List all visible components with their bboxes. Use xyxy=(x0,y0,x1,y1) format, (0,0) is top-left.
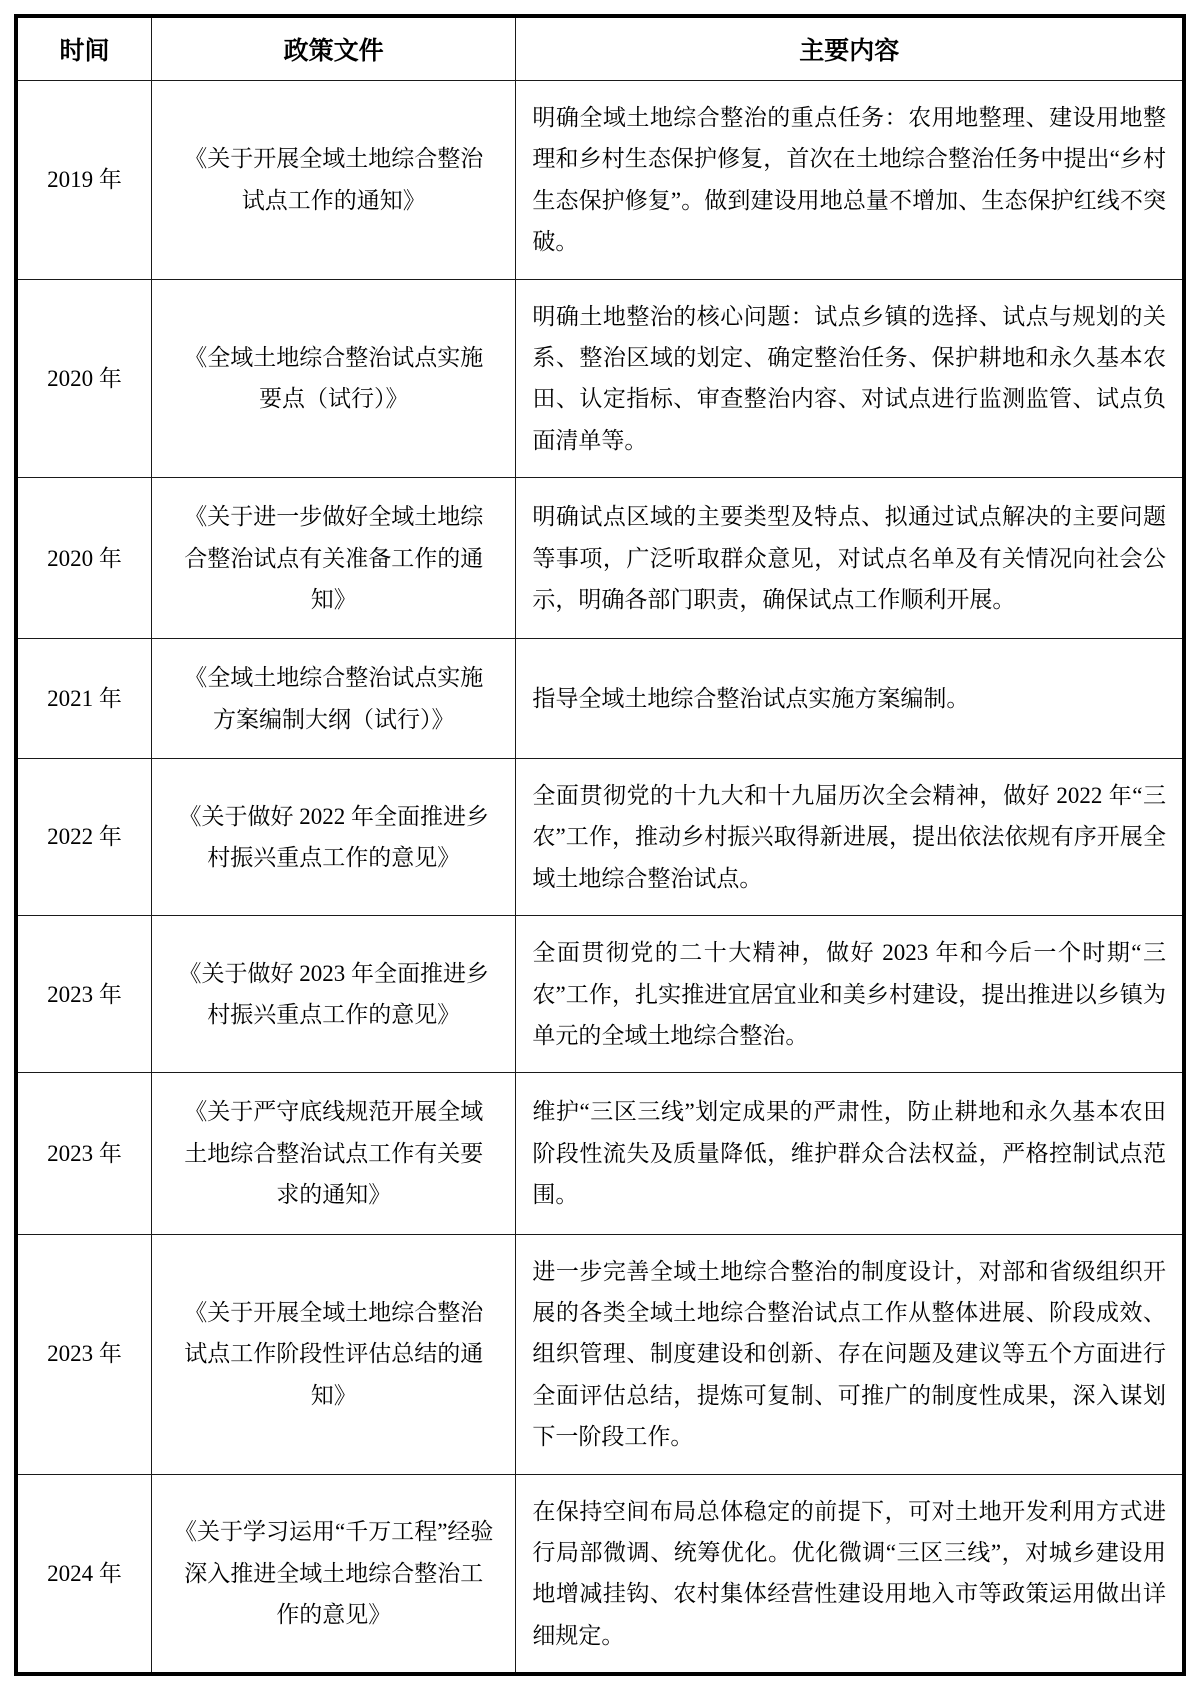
table-row xyxy=(16,1234,1184,1474)
table-row xyxy=(16,1073,1184,1234)
cell-time: 2020 年 xyxy=(16,478,151,639)
table-header-row xyxy=(16,16,1184,81)
cell-policy: 《关于严守底线规范开展全域土地综合整治试点工作有关要求的通知》 xyxy=(151,1073,515,1234)
cell-time: 2019 年 xyxy=(16,81,151,280)
cell-content: 明确试点区域的主要类型及特点、拟通过试点解决的主要问题等事项，广泛听取群众意见，对试点名单及有关情况向社会公示，明确各部门职责，确保试点工作顺利开展。 xyxy=(516,478,1184,639)
cell-content: 全面贯彻党的十九大和十九届历次全会精神，做好 2022 年“三农”工作，推动乡村振兴取得新进展，提出依法依规有序开展全域土地综合整治试点。 xyxy=(516,759,1184,916)
cell-content: 指导全域土地综合整治试点实施方案编制。 xyxy=(516,639,1184,759)
cell-time: 2020 年 xyxy=(16,279,151,478)
table-row xyxy=(16,1474,1184,1674)
header-content: 主要内容 xyxy=(516,16,1184,81)
table-row xyxy=(16,759,1184,916)
cell-content: 全面贯彻党的二十大精神，做好 2023 年和今后一个时期“三农”工作，扎实推进宜居宜业和美乡村建设，提出推进以乡镇为单元的全域土地综合整治。 xyxy=(516,916,1184,1073)
table-row xyxy=(16,279,1184,478)
cell-content: 进一步完善全域土地综合整治的制度设计，对部和省级组织开展的各类全域土地综合整治试点工作从整体进展、阶段成效、组织管理、制度建设和创新、存在问题及建议等五个方面进行全面评估总结，提炼可复制、可推广的制度性成果，深入谋划下一阶段工作。 xyxy=(516,1234,1184,1474)
cell-time: 2023 年 xyxy=(16,1073,151,1234)
cell-time: 2023 年 xyxy=(16,916,151,1073)
cell-policy: 《关于开展全域土地综合整治试点工作阶段性评估总结的通知》 xyxy=(151,1234,515,1474)
cell-policy: 《全域土地综合整治试点实施方案编制大纲（试行）》 xyxy=(151,639,515,759)
cell-policy: 《关于做好 2023 年全面推进乡村振兴重点工作的意见》 xyxy=(151,916,515,1073)
cell-content: 明确土地整治的核心问题：试点乡镇的选择、试点与规划的关系、整治区域的划定、确定整治任务、保护耕地和永久基本农田、认定指标、审查整治内容、对试点进行监测监管、试点负面清单等。 xyxy=(516,279,1184,478)
table-row xyxy=(16,916,1184,1073)
table-row xyxy=(16,81,1184,280)
cell-time: 2022 年 xyxy=(16,759,151,916)
cell-policy: 《全域土地综合整治试点实施要点（试行）》 xyxy=(151,279,515,478)
cell-content: 维护“三区三线”划定成果的严肃性，防止耕地和永久基本农田阶段性流失及质量降低，维护群众合法权益，严格控制试点范围。 xyxy=(516,1073,1184,1234)
header-time: 时间 xyxy=(16,16,151,81)
header-policy: 政策文件 xyxy=(151,16,515,81)
cell-policy: 《关于开展全域土地综合整治试点工作的通知》 xyxy=(151,81,515,280)
cell-policy: 《关于进一步做好全域土地综合整治试点有关准备工作的通知》 xyxy=(151,478,515,639)
policy-timeline-table xyxy=(14,14,1186,1676)
cell-policy: 《关于学习运用“千万工程”经验深入推进全域土地综合整治工作的意见》 xyxy=(151,1474,515,1674)
cell-time: 2024 年 xyxy=(16,1474,151,1674)
cell-content: 明确全域土地综合整治的重点任务：农用地整理、建设用地整理和乡村生态保护修复，首次在土地综合整治任务中提出“乡村生态保护修复”。做到建设用地总量不增加、生态保护红线不突破。 xyxy=(516,81,1184,280)
cell-content: 在保持空间布局总体稳定的前提下，可对土地开发利用方式进行局部微调、统筹优化。优化微调“三区三线”，对城乡建设用地增减挂钩、农村集体经营性建设用地入市等政策运用做出详细规定。 xyxy=(516,1474,1184,1674)
cell-policy: 《关于做好 2022 年全面推进乡村振兴重点工作的意见》 xyxy=(151,759,515,916)
table-row xyxy=(16,639,1184,759)
cell-time: 2021 年 xyxy=(16,639,151,759)
cell-time: 2023 年 xyxy=(16,1234,151,1474)
table-row xyxy=(16,478,1184,639)
